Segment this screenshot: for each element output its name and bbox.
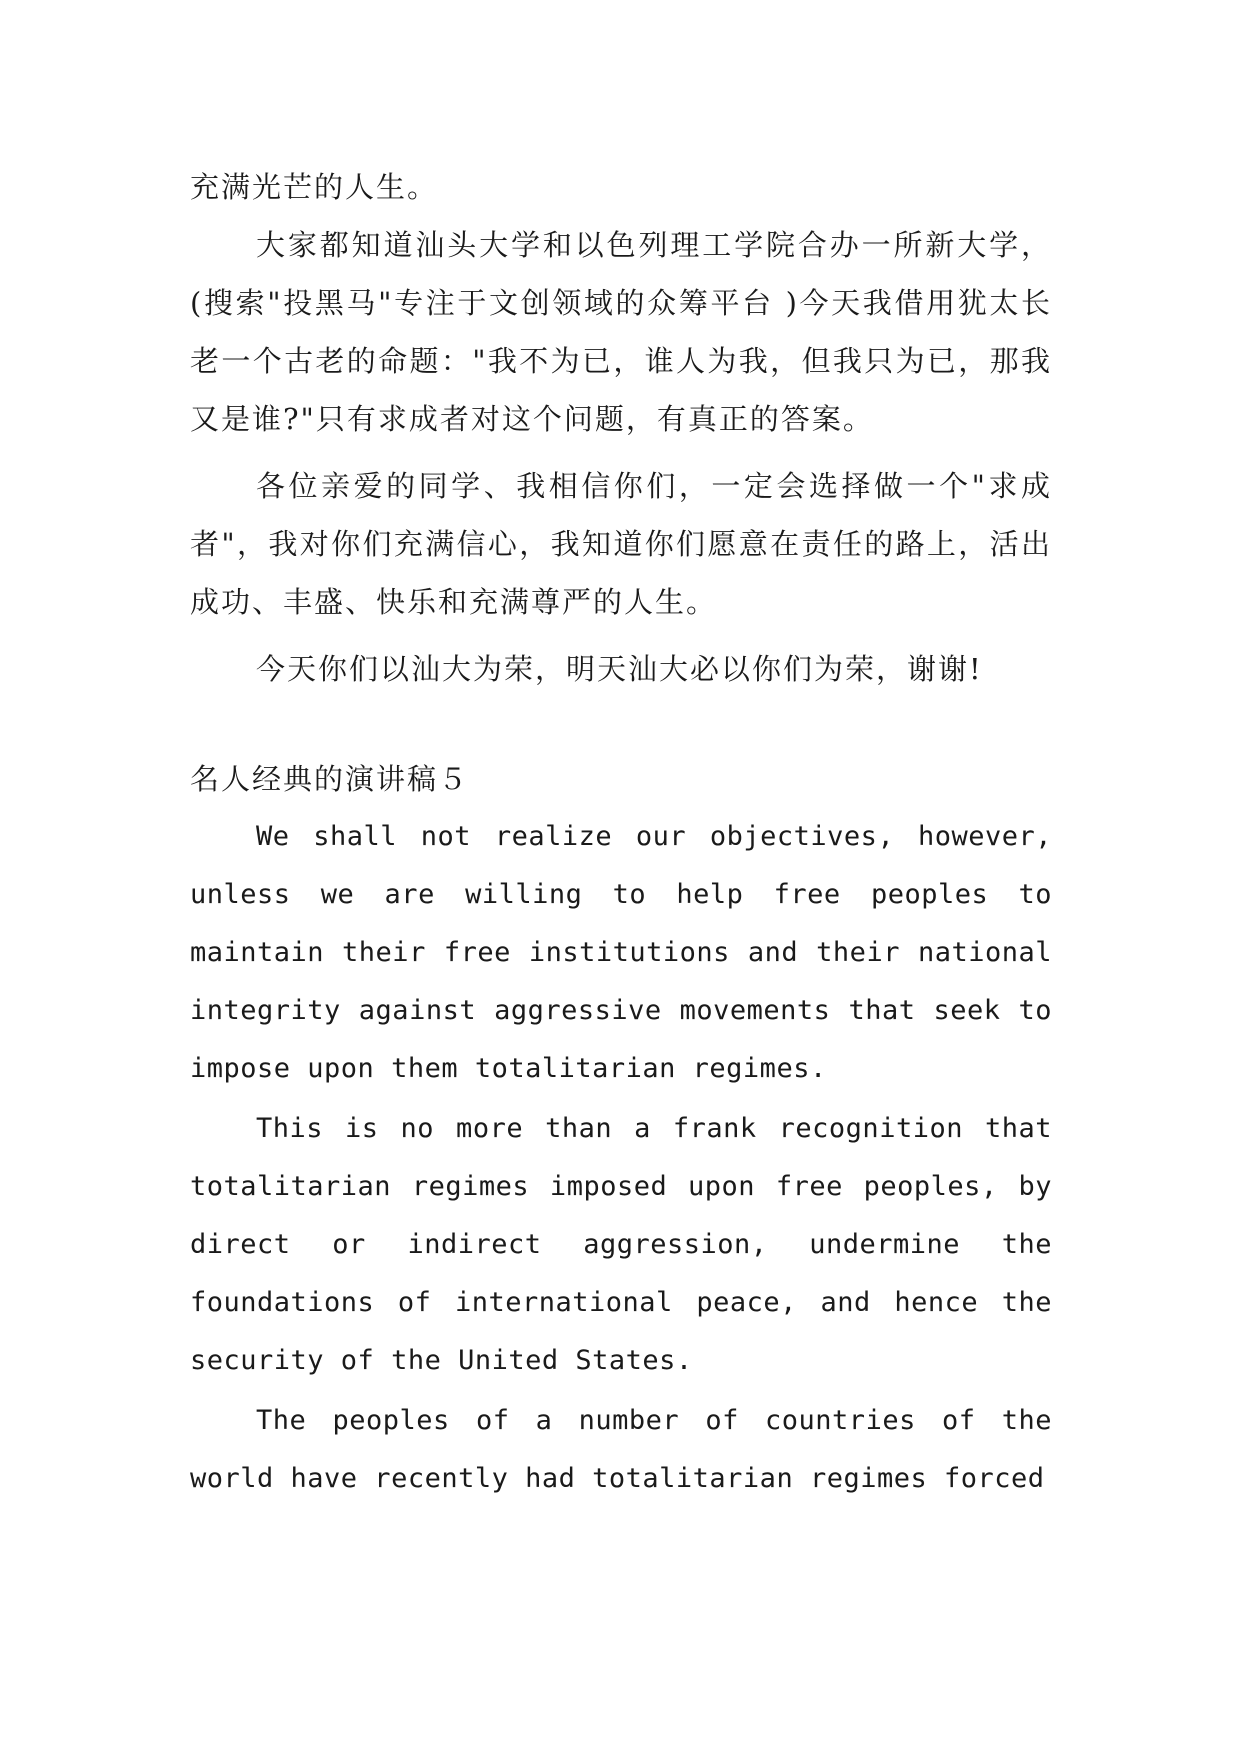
paragraph-en-peoples: The peoples of a number of countries of the world have recently had totalitarian regimes forced — [190, 1405, 1052, 1494]
paragraph-shantou-university: 大家都知道汕头大学和以色列理工学院合办一所新大学，(搜索"投黑马"专注于文创领域的众筹平台 )今天我借用犹太长老一个古老的命题："我不为已，谁人为我，但我只为已，那我又是谁?"只有求成者对这个问题，有真正的答案。 — [190, 228, 1052, 436]
paragraph-continuation: 充满光芒的人生。 — [190, 170, 439, 204]
paragraph-en-recognition: This is no more than a frank recognition that totalitarian regimes imposed upon free peoples, by direct or indirect aggression, undermine the foundations of international peace, and hence the security of the United States. — [190, 1113, 1052, 1376]
paragraph-en-objectives: We shall not realize our objectives, however, unless we are willing to help free peoples to maintain their free institutions and their national integrity against aggressive movements that seek to impose upon them totalitarian regimes. — [190, 821, 1052, 1084]
paragraph-dear-students: 各位亲爱的同学、我相信你们，一定会选择做一个"求成者"，我对你们充满信心，我知道你们愿意在责任的路上，活出成功、丰盛、快乐和充满尊严的人生。 — [190, 469, 1052, 619]
document-body — [190, 158, 1052, 1508]
section-heading: 名人经典的演讲稿５ — [190, 762, 470, 796]
paragraph-thanks: 今天你们以汕大为荣，明天汕大必以你们为荣，谢谢! — [256, 652, 983, 686]
